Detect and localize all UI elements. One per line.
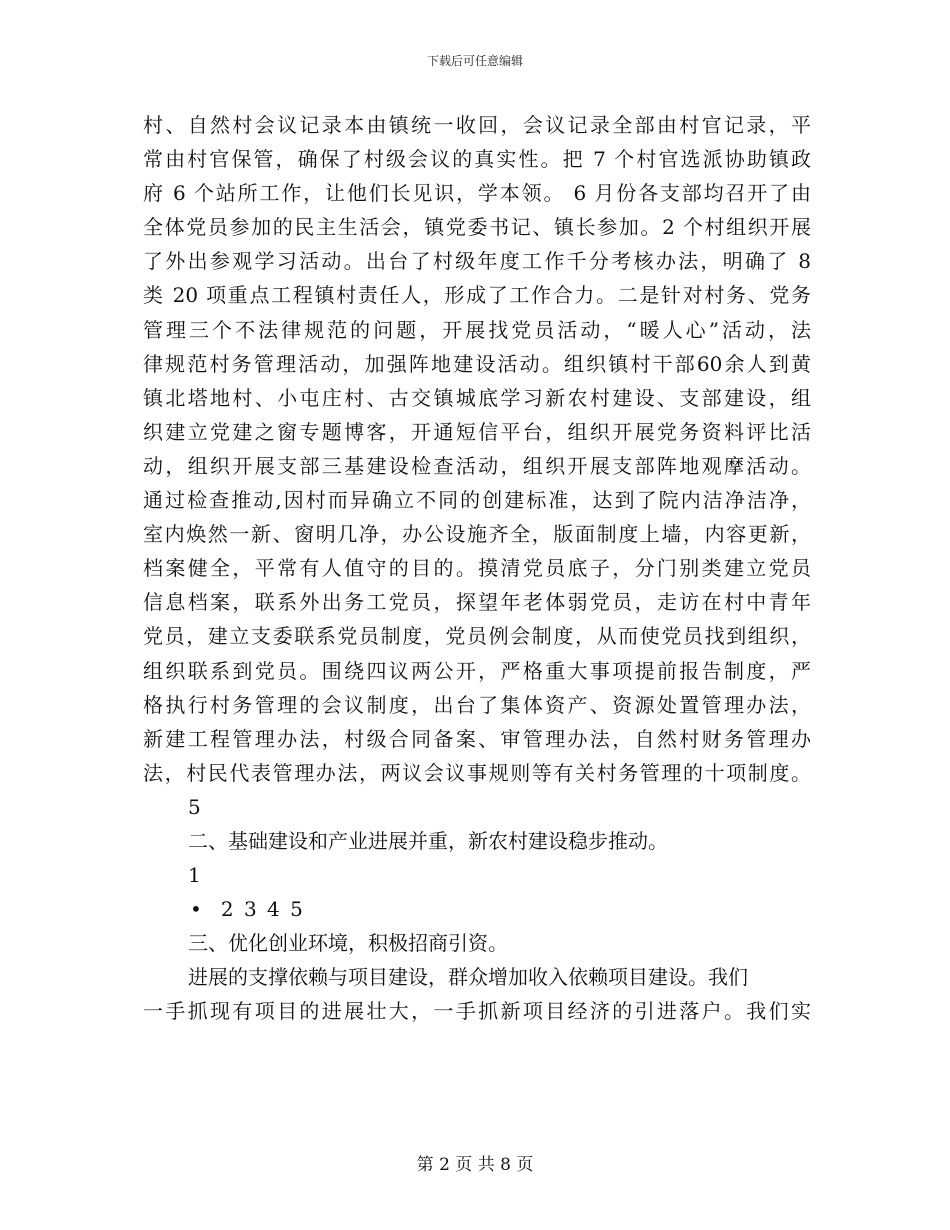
page-header: 下载后可任意编辑 [426, 54, 523, 68]
body-line: 法，村民代表管理办法，两议会议事规则等有关村务管理的十项制度。 [143, 760, 811, 785]
body-line: 府 6 个站所工作，让他们长见识，学本领。 6 月份各支部均召开了由 [143, 181, 811, 206]
body-line: 新建工程管理办法，村级合同备案、审管理办法，自然村财务管理办 [143, 726, 811, 751]
body-line: 室内焕然一新、窗明几净，办公设施齐全，版面制度上墙，内容更新， [143, 522, 811, 547]
body-line: 档案健全，平常有人值守的目的。摸清党员底子，分门别类建立党员 [143, 556, 811, 581]
body-line: 管理三个不法律规范的问题，开展找党员活动，“暖人心”活动，法 [143, 317, 811, 342]
list-number: 5 [188, 794, 201, 819]
body-line: 了外出参观学习活动。出台了村级年度工作千分考核办法，明确了 8 [143, 249, 811, 274]
body-line: 组织联系到党员。围绕四议两公开，严格重大事项提前报告制度，严 [143, 658, 811, 683]
bullet-list-item [143, 892, 811, 926]
body-line: 动，组织开展支部三基建设检查活动，组织开展支部阵地观摩活动。 [143, 453, 811, 478]
list-numbers: 2 3 4 5 [220, 897, 303, 922]
page-footer: 第 2 页 共 8 页 [416, 1155, 534, 1175]
body-line: 党员，建立支委联系党员制度，党员例会制度，从而使党员找到组织， [143, 624, 811, 649]
body-line: 律规范村务管理活动，加强阵地建设活动。组织镇村干部60余人到黄 [143, 351, 811, 376]
body-line: 通过检查推动,因村而异确立不同的创建标准，达到了院内洁净洁净， [143, 488, 811, 513]
body-line: 一手抓现有项目的进展壮大，一手抓新项目经济的引进落户。我们实 [143, 999, 811, 1024]
body-line: 全体党员参加的民主生活会，镇党委书记、镇长参加。2 个村组织开展 [143, 215, 811, 240]
section-heading: 二、基础建设和产业进展并重，新农村建设稳步推动。 [188, 828, 668, 853]
body-line: 织建立党建之窗专题博客，开通短信平台，组织开展党务资料评比活 [143, 419, 811, 444]
body-line: 村、自然村会议记录本由镇统一收回，会议记录全部由村官记录，平 [143, 113, 811, 137]
bullet-icon: • [190, 897, 202, 922]
body-line: 信息档案，联系外出务工党员，探望年老体弱党员，走访在村中青年 [143, 590, 811, 615]
body-line: 类 20 项重点工程镇村责任人，形成了工作合力。二是针对村务、党务 [143, 283, 811, 308]
body-line: 常由村官保管，确保了村级会议的真实性。把 7 个村官选派协助镇政 [143, 147, 811, 172]
body-line: 镇北塔地村、小屯庄村、古交镇城底学习新农村建设、支部建设，组 [143, 385, 811, 410]
body-line: 进展的支撑依赖与项目建设，群众增加收入依赖项目建设。我们 [188, 965, 748, 990]
document-body [143, 108, 811, 1029]
section-heading: 三、优化创业环境，积极招商引资。 [188, 931, 508, 956]
list-number: 1 [188, 863, 201, 888]
body-line: 格执行村务管理的会议制度，出台了集体资产、资源处置管理办法， [143, 692, 811, 717]
